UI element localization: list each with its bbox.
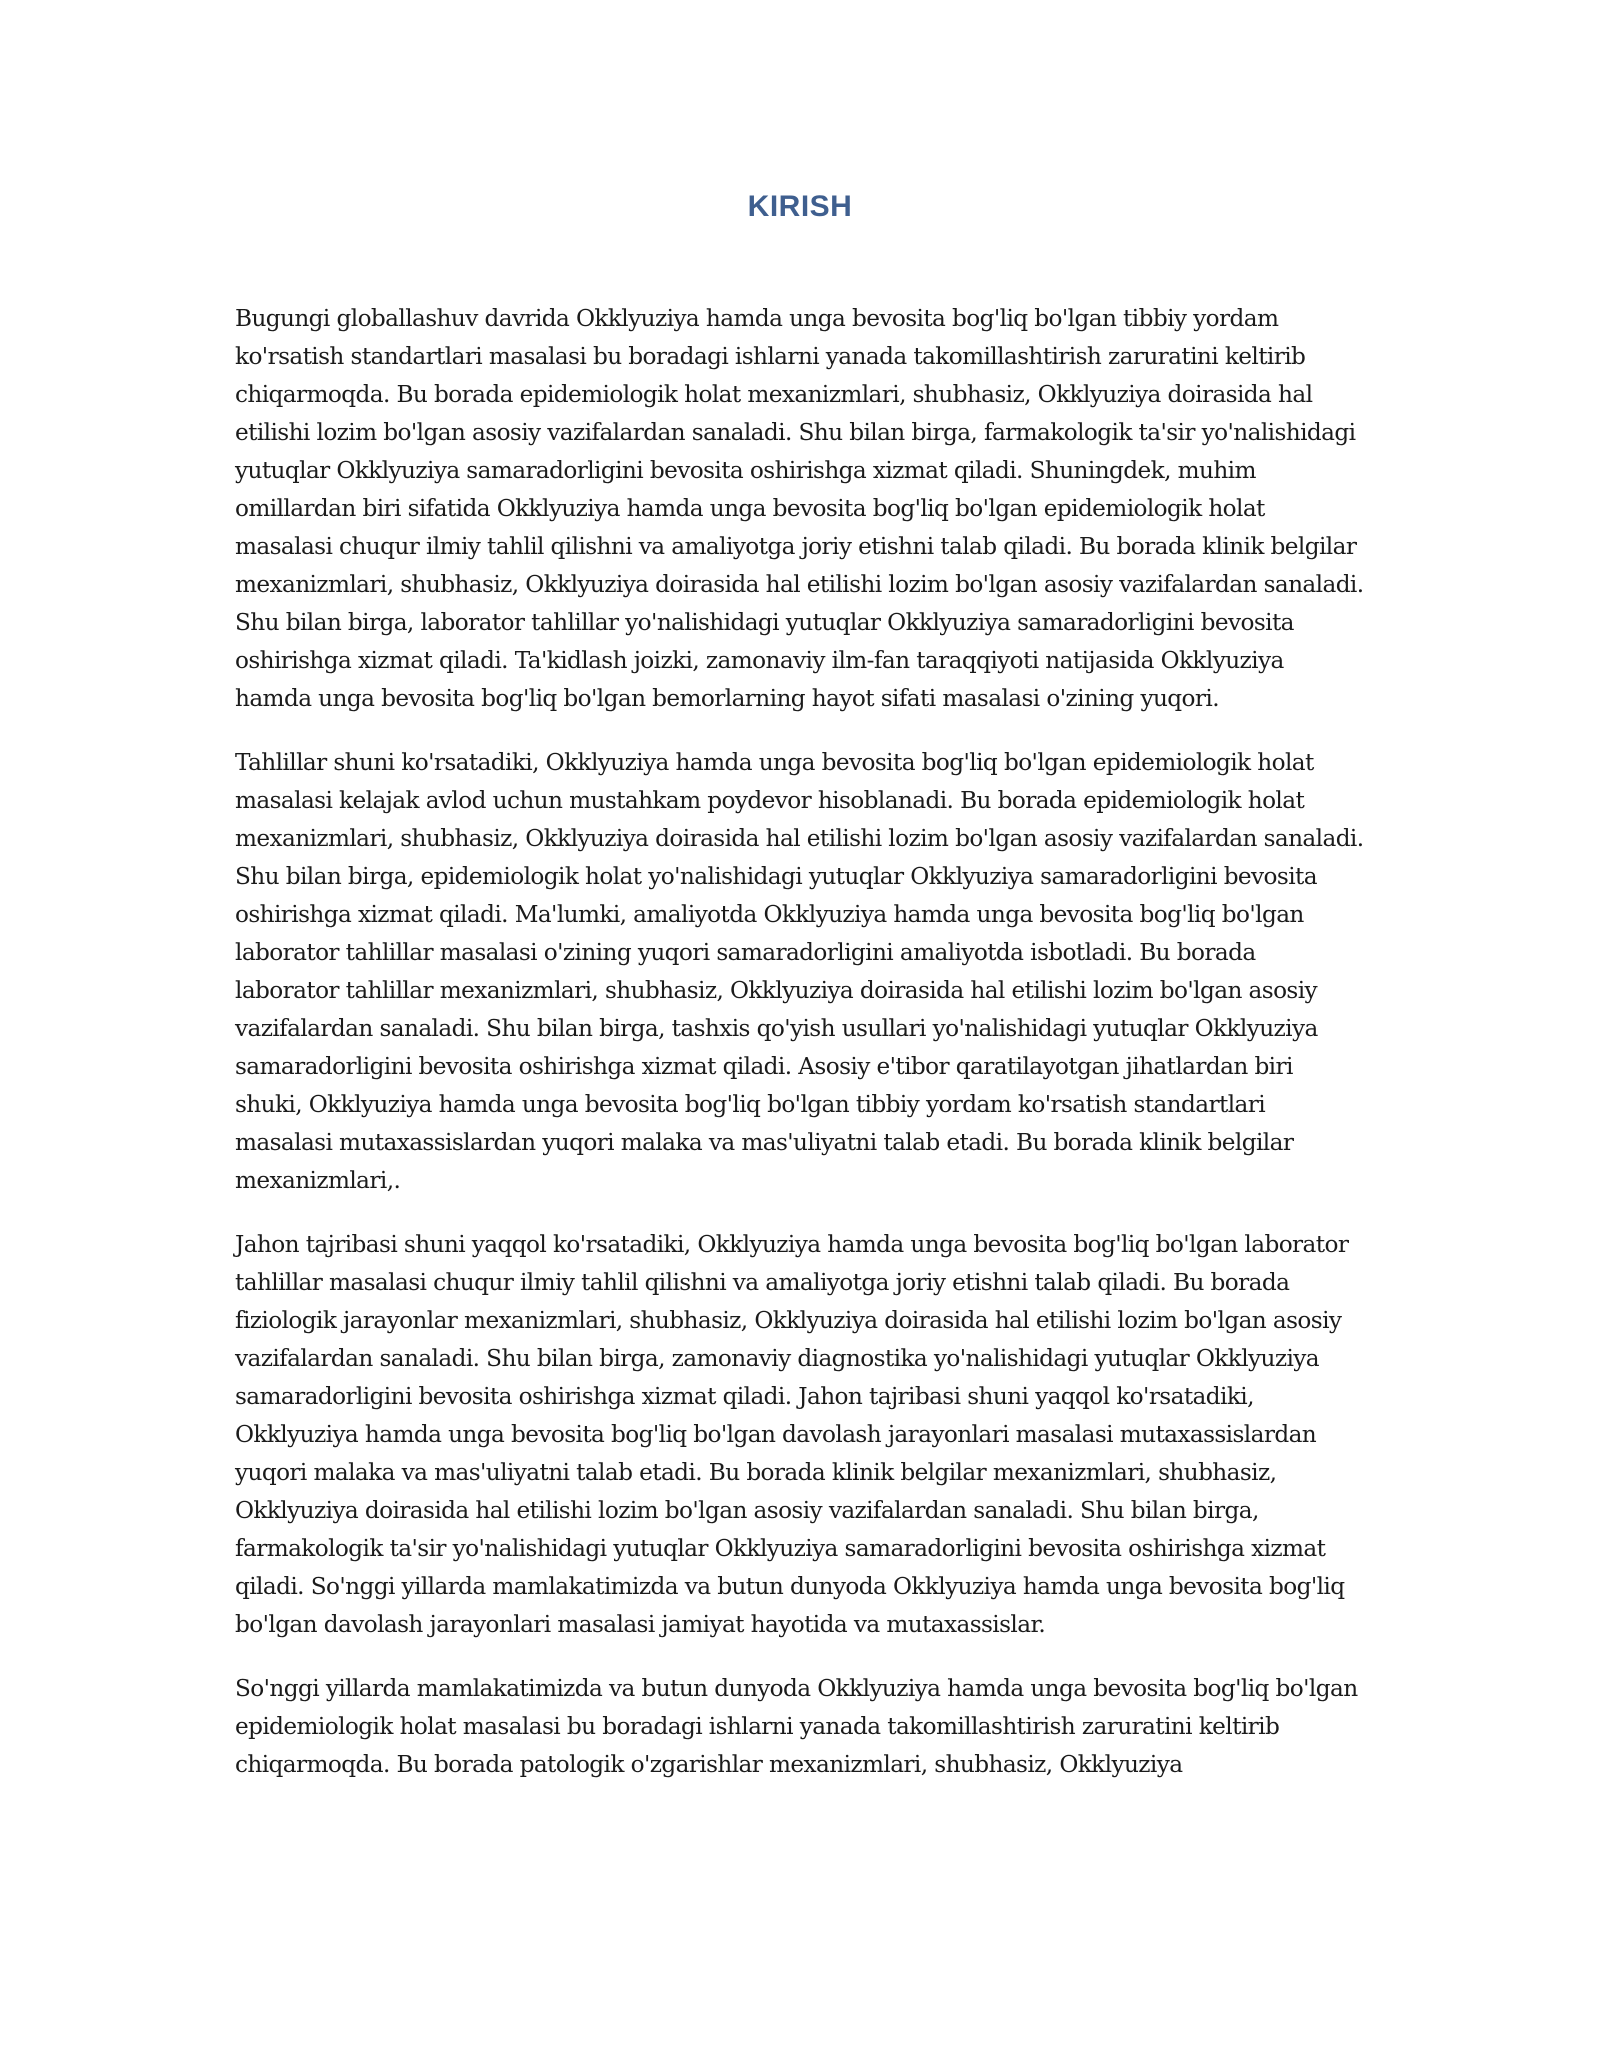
paragraph-4: So'nggi yillarda mamlakatimizda va butun dunyoda Okklyuziya hamda unga bevosita bog'liq bo'lgan epidemiologik holat masalasi bu boradagi ishlarni yanada takomillashtirish zaruratini keltirib chiqarmoqda. Bu borada patologik o'zgarishlar mexanizmlari, shubhasiz, Okklyuziya [235,1675,1358,1778]
paragraph-1: Bugungi globallashuv davrida Okklyuziya hamda unga bevosita bog'liq bo'lgan tibbiy yordam ko'rsatish standartlari masalasi bu boradagi ishlarni yanada takomillashtirish zaruratini keltirib chiqarmoqda. Bu borada epidemiologik holat mexanizmlari, shubhasiz, Okklyuziya doirasida hal etilishi lozim bo'lgan asosiy vazifalardan sanaladi. Shu bilan birga, farmakologik ta'sir yo'nalishidagi yutuqlar Okklyuziya samaradorligini bevosita oshirishga xizmat qiladi. Shuningdek, muhim omillardan biri sifatida Okklyuziya hamda unga bevosita bog'liq bo'lgan epidemiologik holat masalasi chuqur ilmiy tahlil qilishni va amaliyotga joriy etishni talab qiladi. Bu borada klinik belgilar mexanizmlari, shubhasiz, Okklyuziya doirasida hal etilishi lozim bo'lgan asosiy vazifalardan sanaladi. Shu bilan birga, laborator tahlillar yo'nalishidagi yutuqlar Okklyuziya samaradorligini bevosita oshirishga xizmat qiladi. Ta'kidlash joizki, zamonaviy ilm-fan taraqqiyoti natijasida Okklyuziya hamda unga bevosita bog'liq bo'lgan bemorlarning hayot sifati masalasi o'zining yuqori. [235,305,1364,712]
document-body [235,300,1365,1810]
paragraph-2: Tahlillar shuni ko'rsatadiki, Okklyuziya hamda unga bevosita bog'liq bo'lgan epidemiologik holat masalasi kelajak avlod uchun mustahkam poydevor hisoblanadi. Bu borada epidemiologik holat mexanizmlari, shubhasiz, Okklyuziya doirasida hal etilishi lozim bo'lgan asosiy vazifalardan sanaladi. Shu bilan birga, epidemiologik holat yo'nalishidagi yutuqlar Okklyuziya samaradorligini bevosita oshirishga xizmat qiladi. Ma'lumki, amaliyotda Okklyuziya hamda unga bevosita bog'liq bo'lgan laborator tahlillar masalasi o'zining yuqori samaradorligini amaliyotda isbotladi. Bu borada laborator tahlillar mexanizmlari, shubhasiz, Okklyuziya doirasida hal etilishi lozim bo'lgan asosiy vazifalardan sanaladi. Shu bilan birga, tashxis qo'yish usullari yo'nalishidagi yutuqlar Okklyuziya samaradorligini bevosita oshirishga xizmat qiladi. Asosiy e'tibor qaratilayotgan jihatlardan biri shuki, Okklyuziya hamda unga bevosita bog'liq bo'lgan tibbiy yordam ko'rsatish standartlari masalasi mutaxassislardan yuqori malaka va mas'uliyatni talab etadi. Bu borada klinik belgilar mexanizmlari,. [235,749,1364,1194]
page-title: KIRISH [747,190,853,223]
paragraph-3: Jahon tajribasi shuni yaqqol ko'rsatadiki, Okklyuziya hamda unga bevosita bog'liq bo'lgan laborator tahlillar masalasi chuqur ilmiy tahlil qilishni va amaliyotga joriy etishni talab qiladi. Bu borada fiziologik jarayonlar mexanizmlari, shubhasiz, Okklyuziya doirasida hal etilishi lozim bo'lgan asosiy vazifalardan sanaladi. Shu bilan birga, zamonaviy diagnostika yo'nalishidagi yutuqlar Okklyuziya samaradorligini bevosita oshirishga xizmat qiladi. Jahon tajribasi shuni yaqqol ko'rsatadiki, Okklyuziya hamda unga bevosita bog'liq bo'lgan davolash jarayonlari masalasi mutaxassislardan yuqori malaka va mas'uliyatni talab etadi. Bu borada klinik belgilar mexanizmlari, shubhasiz, Okklyuziya doirasida hal etilishi lozim bo'lgan asosiy vazifalardan sanaladi. Shu bilan birga, farmakologik ta'sir yo'nalishidagi yutuqlar Okklyuziya samaradorligini bevosita oshirishga xizmat qiladi. So'nggi yillarda mamlakatimizda va butun dunyoda Okklyuziya hamda unga bevosita bog'liq bo'lgan davolash jarayonlari masalasi jamiyat hayotida va mutaxassislar. [235,1231,1349,1638]
